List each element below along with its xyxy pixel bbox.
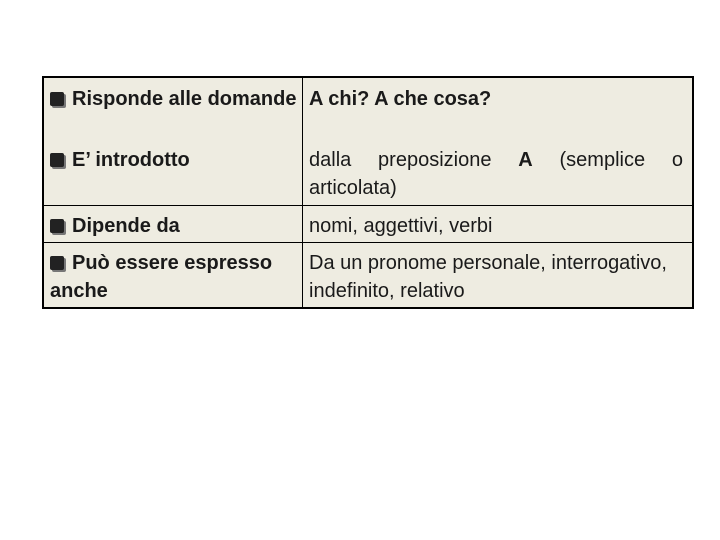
- row-label-cell: [43, 206, 303, 243]
- row-label: Risponde alle domande: [72, 88, 297, 110]
- grammar-table: [42, 76, 694, 309]
- checkbox-bullet-icon: [50, 256, 64, 270]
- row-label-cell: [43, 243, 303, 309]
- table-row: [43, 243, 693, 309]
- row-value: Da un pronome personale, interrogativo, indefinito, relativo: [303, 243, 694, 309]
- row-value: A chi? A che cosa?: [303, 77, 694, 142]
- row-value-prefix: dalla preposizione: [309, 149, 519, 171]
- table-row: [43, 77, 693, 142]
- table-row: [43, 142, 693, 206]
- row-value: [303, 142, 694, 206]
- row-value: nomi, aggettivi, verbi: [303, 206, 694, 243]
- row-value-suffix: (semplice o articolata): [309, 149, 684, 199]
- row-label: Può essere espresso anche: [50, 252, 273, 302]
- checkbox-bullet-icon: [50, 153, 64, 167]
- row-value-bold: A: [518, 149, 533, 171]
- checkbox-bullet-icon: [50, 219, 64, 233]
- checkbox-bullet-icon: [50, 92, 64, 106]
- row-label: Dipende da: [72, 215, 180, 237]
- table-row: [43, 206, 693, 243]
- row-label-cell: [43, 77, 303, 142]
- row-label-cell: [43, 142, 303, 206]
- row-label: E’ introdotto: [72, 149, 190, 171]
